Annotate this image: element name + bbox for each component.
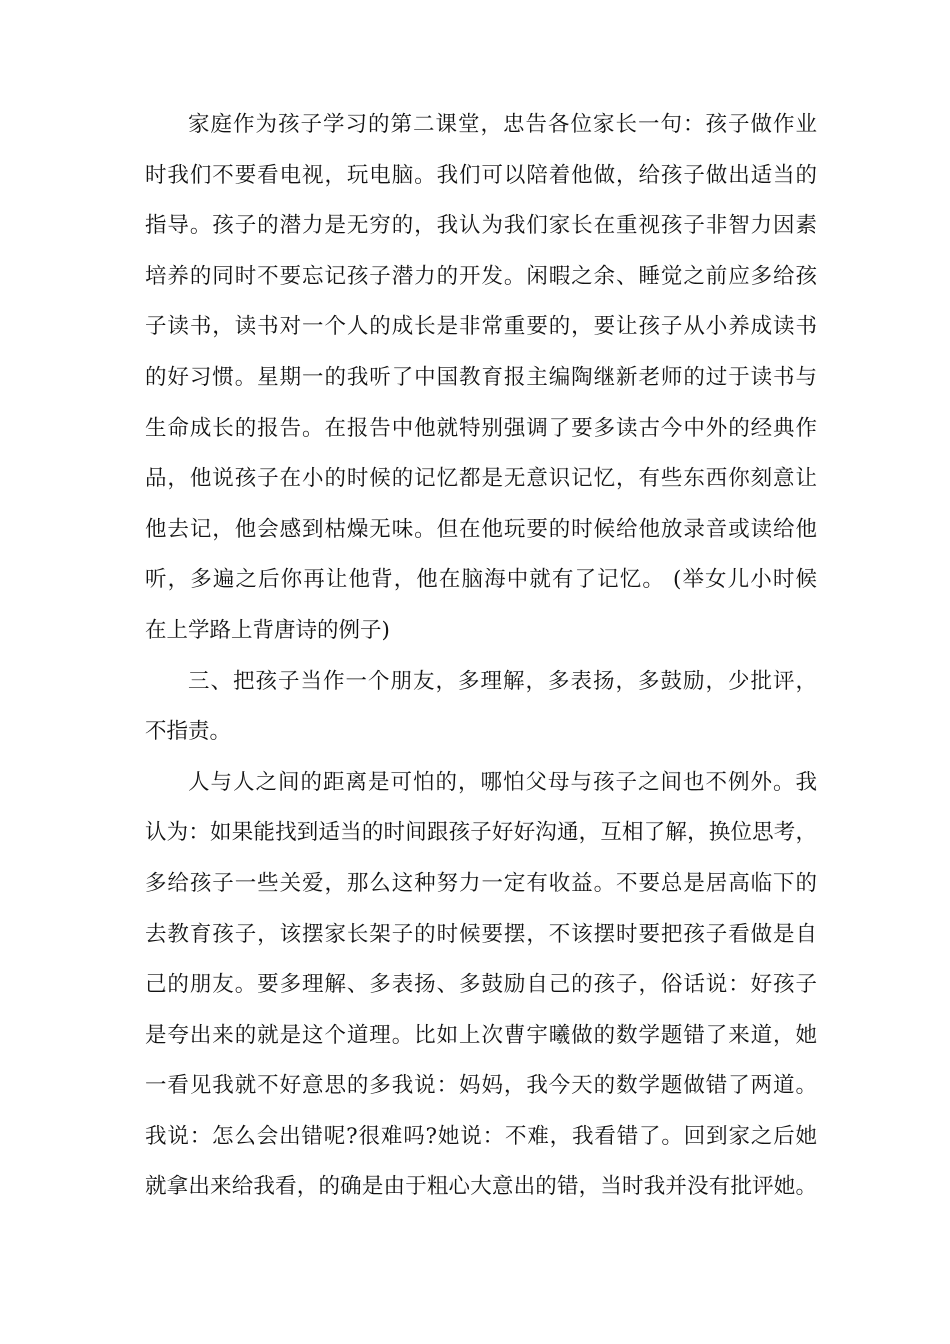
text-line: 他去记，他会感到枯燥无味。但在他玩要的时候给他放录音或读给他 (145, 516, 817, 542)
text-line: 不指责。 (145, 719, 232, 745)
document-body (145, 100, 817, 1213)
text-line: 子读书，读书对一个人的成长是非常重要的，要让孩子从小养成读书 (145, 314, 817, 340)
text-line: 家庭作为孩子学习的第二课堂，忠告各位家长一句：孩子做作业 (188, 112, 817, 137)
text-line: 时我们不要看电视，玩电脑。我们可以陪着他做，给孩子做出适当的 (145, 162, 817, 188)
text-line: 己的朋友。要多理解、多表扬、多鼓励自己的孩子，俗话说：好孩子 (145, 972, 817, 998)
text-line: 培养的同时不要忘记孩子潜力的开发。闲暇之余、睡觉之前应多给孩 (145, 263, 817, 289)
paragraph-home-learning (145, 100, 817, 657)
text-line: 我说：怎么会出错呢?很难吗?她说：不难，我看错了。回到家之后她 (145, 1123, 817, 1149)
section-heading-three (145, 657, 817, 758)
text-line: 人与人之间的距离是可怕的，哪怕父母与孩子之间也不例外。我 (188, 769, 817, 795)
text-line: 多给孩子一些关爱，那么这种努力一定有收益。不要总是居高临下的 (145, 870, 817, 896)
text-line: 是夸出来的就是这个道理。比如上次曹宇曦做的数学题错了来道，她 (145, 1022, 817, 1048)
text-line: 三、把孩子当作一个朋友，多理解，多表扬，多鼓励，少批评， (188, 668, 817, 694)
text-line: 的好习惯。星期一的我听了中国教育报主编陶继新老师的过于读书与 (145, 364, 817, 390)
text-line: 认为：如果能找到适当的时间跟孩子好好沟通，互相了解，换位思考， (145, 820, 817, 846)
text-line: 就拿出来给我看，的确是由于粗心大意出的错，当时我并没有批评她。 (145, 1174, 817, 1200)
text-line: 在上学路上背唐诗的例子) (145, 617, 390, 643)
text-line: 生命成长的报告。在报告中他就特别强调了要多读古今中外的经典作 (145, 415, 817, 441)
text-line: 一看见我就不好意思的多我说：妈妈，我今天的数学题做错了两道。 (145, 1073, 817, 1099)
text-line: 品，他说孩子在小的时候的记忆都是无意识记忆，有些东西你刻意让 (145, 466, 817, 492)
paragraph-communication (145, 758, 817, 1213)
text-line: 听，多遍之后你再让他背，他在脑海中就有了记忆。 (举女儿小时候 (145, 567, 817, 593)
text-line: 去教育孩子，该摆家长架子的时候要摆，不该摆时要把孩子看做是自 (145, 921, 817, 947)
text-line: 指导。孩子的潜力是无穷的，我认为我们家长在重视孩子非智力因素 (145, 213, 817, 239)
